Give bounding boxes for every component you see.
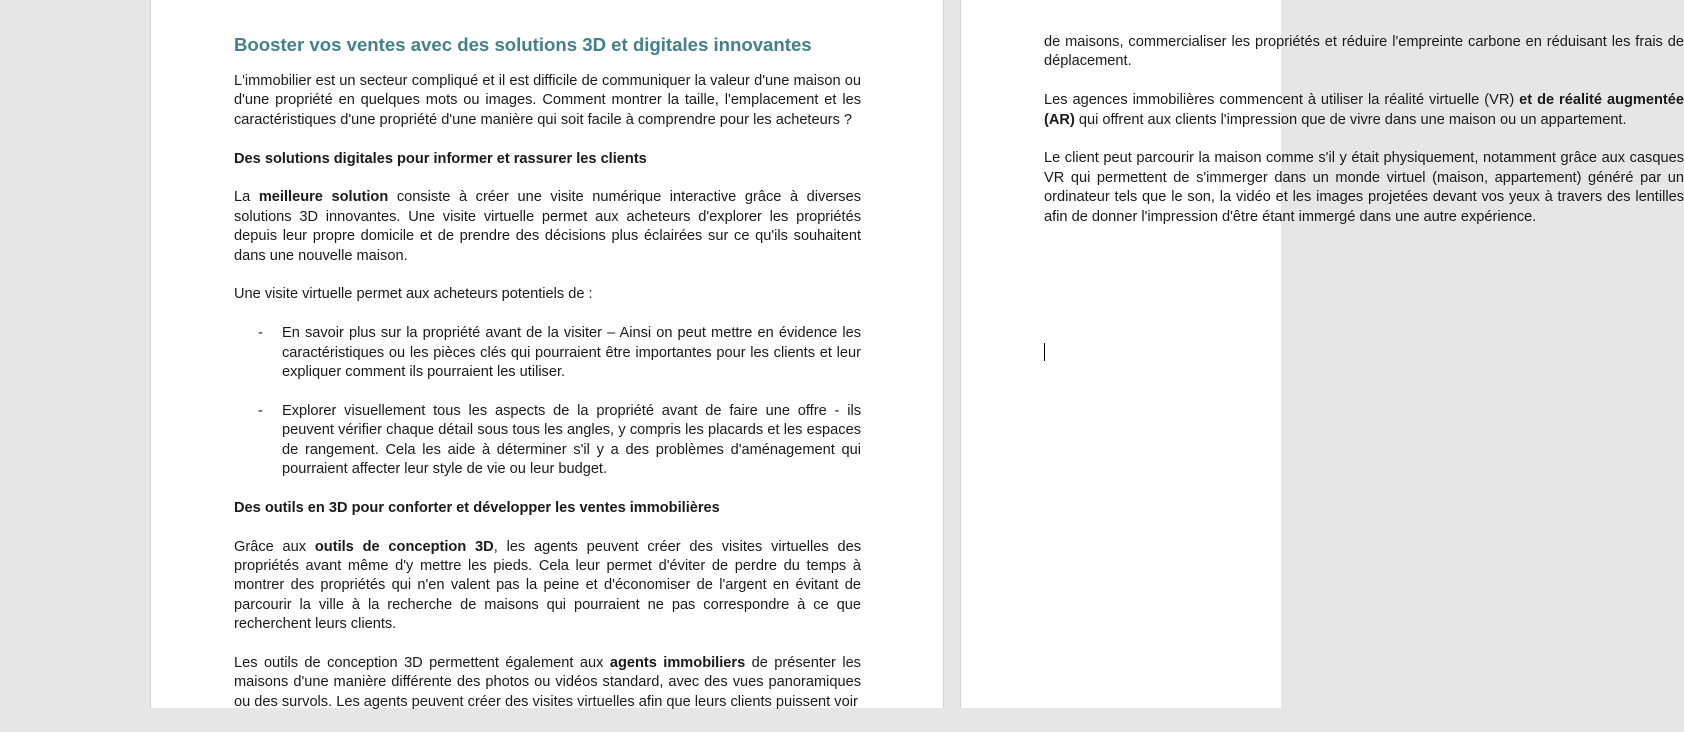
- list-item-text: En savoir plus sur la propriété avant de la visiter – Ainsi on peut mettre en évidence les caractéristiques ou les pièces clés qui pourraient être importantes pour les clients et leur expliquer comment ils pourraient les utiliser.: [282, 325, 861, 381]
- bold-run: meilleure solution: [258, 189, 389, 206]
- list-item-text: Explorer visuellement tous les aspects de la propriété avant de faire une offre - ils peuvent vérifier chaque détail sous tous les angles, y compris les placards et les espaces de rangement. Cela les aide à déterminer s'il y a des problèmes d'aménagement qui pourraient affecter leur style de vie ou leur budget.: [282, 402, 861, 478]
- text-run: Les agences immobilières commencent à utiliser la réalité virtuelle (VR): [1044, 92, 1520, 109]
- intro-paragraph: L'immobilier est un secteur compliqué et il est difficile de communiquer la valeur d'une maison ou d'une propriété en quelques mots ou images. Comment montrer la taille, l'emplacement et les caractéristiques d'une propriété d'une manière qui soit facile à comprendre pour les acheteurs ?: [234, 73, 861, 128]
- text-run: Grâce aux: [234, 538, 315, 555]
- bold-run: et de réalité augmentée (AR): [1044, 92, 1684, 128]
- paragraph-vr-headset: Le client peut parcourir la maison comme s'il y était physiquement, notamment grâce aux casques VR qui permettent de s'immerger dans un monde virtuel (maison, appartement) généré par un ordinateur tels que le son, la vidéo et les images projetées devant vos yeux à travers des lentilles afin de donner l'impression d'être étant immergé dans une autre expérience.: [1044, 150, 1684, 225]
- text-run: consiste à créer une visite numérique interactive grâce à diverses solutions 3D innovantes. Une visite virtuelle permet aux acheteurs d'explorer les propriétés depuis leur propre domicile et de prendre des décisions plus éclairées sur ce qu'ils souhaitent dans une nouvelle maison.: [234, 189, 862, 264]
- document-title: Booster vos ventes avec des solutions 3D et digitales innovantes: [234, 34, 812, 55]
- list-bullet: -: [258, 325, 263, 342]
- paragraph-best-solution: [234, 188, 861, 266]
- text-run: qui offrent aux clients l'impression que de vivre dans une maison ou un appartement.: [1074, 111, 1627, 128]
- page-1-body[interactable]: [234, 33, 861, 732]
- page-2-body[interactable]: [1044, 33, 1684, 246]
- bullet-list: [234, 324, 861, 479]
- text-cursor: [1044, 343, 1045, 361]
- bold-run: agents immobiliers: [609, 655, 746, 672]
- paragraph-agents: [234, 654, 861, 712]
- list-intro: Une visite virtuelle permet aux acheteurs potentiels de :: [234, 286, 593, 303]
- section-heading-3d-tools: Des outils en 3D pour conforter et développer les ventes immobilières: [234, 499, 720, 516]
- list-item: [234, 324, 861, 382]
- text-run: , les agents peuvent créer des visites virtuelles des propriétés avant même d'y mettre les pieds. Cela leur permet d'éviter de perdre du temps à montrer des propriétés qui n'en valent pas la peine et d'économiser de l'argent en évitant de parcourir la ville à la recherche de maisons qui pourraient ne pas correspondre à ce que recherchent leurs clients.: [234, 538, 861, 633]
- paragraph-vr-ar: [1044, 91, 1684, 130]
- section-heading-digital: Des solutions digitales pour informer et rassurer les clients: [234, 150, 647, 167]
- document-page-1[interactable]: [150, 0, 944, 708]
- text-run: La: [234, 189, 259, 206]
- paragraph-3d-tools: [234, 538, 861, 635]
- text-run: Les outils de conception 3D permettent également aux: [234, 655, 610, 672]
- document-page-2[interactable]: [960, 0, 1684, 708]
- text-run: de présenter les maisons d'une manière différente des photos ou vidéos standard, avec des vues panoramiques ou des survols. Les agents peuvent créer des visites virtuelles afin que leurs clients puissent voir: [234, 655, 861, 710]
- paragraph-continued: de maisons, commercialiser les propriétés et réduire l'empreinte carbone en réduisant les frais de déplacement.: [1044, 34, 1684, 70]
- list-item: [234, 402, 861, 480]
- bold-run: outils de conception 3D: [314, 538, 494, 555]
- list-bullet: -: [258, 402, 263, 419]
